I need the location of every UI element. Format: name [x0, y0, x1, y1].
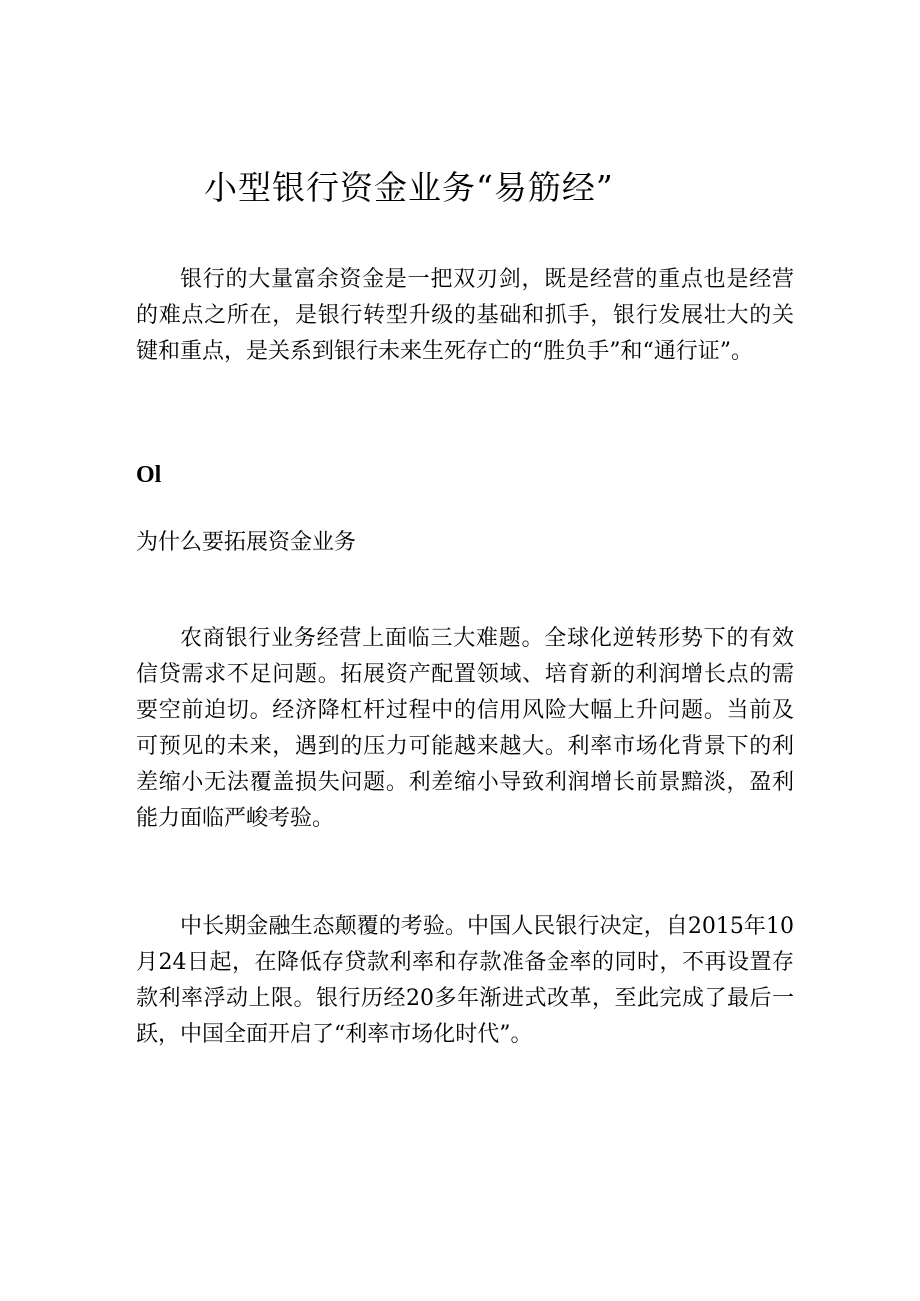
document-title: 小型银行资金业务“易筋经” — [204, 168, 614, 207]
section-paragraph-2: 中长期金融生态颠覆的考验。中国人民银行决定，自2015年10月24日起，在降低存贷款利率和存款准备金率的同时，不再设置存款利率浮动上限。银行历经20多年渐进式改革，至此完成了最后一跃，中国全面开启了“利率市场化时代”。 — [136, 914, 794, 1047]
intro-paragraph: 银行的大量富余资金是一把双刃剑，既是经营的重点也是经营的难点之所在，是银行转型升级的基础和抓手，银行发展壮大的关键和重点，是关系到银行未来生死存亡的“胜负手”和“通行证”。 — [136, 267, 794, 364]
section-heading: 为什么要拓展资金业务 — [136, 530, 357, 555]
section-paragraph-1: 农商银行业务经营上面临三大难题。全球化逆转形势下的有效信贷需求不足问题。拓展资产配置领域、培育新的利润增长点的需要空前迫切。经济降杠杆过程中的信用风险大幅上升问题。当前及可预见的未来，遇到的压力可能越来越大。利率市场化背景下的利差缩小无法覆盖损失问题。利差缩小导致利润增长前景黯淡，盈利能力面临严峻考验。 — [136, 626, 794, 831]
section-number: Ol — [136, 462, 162, 488]
